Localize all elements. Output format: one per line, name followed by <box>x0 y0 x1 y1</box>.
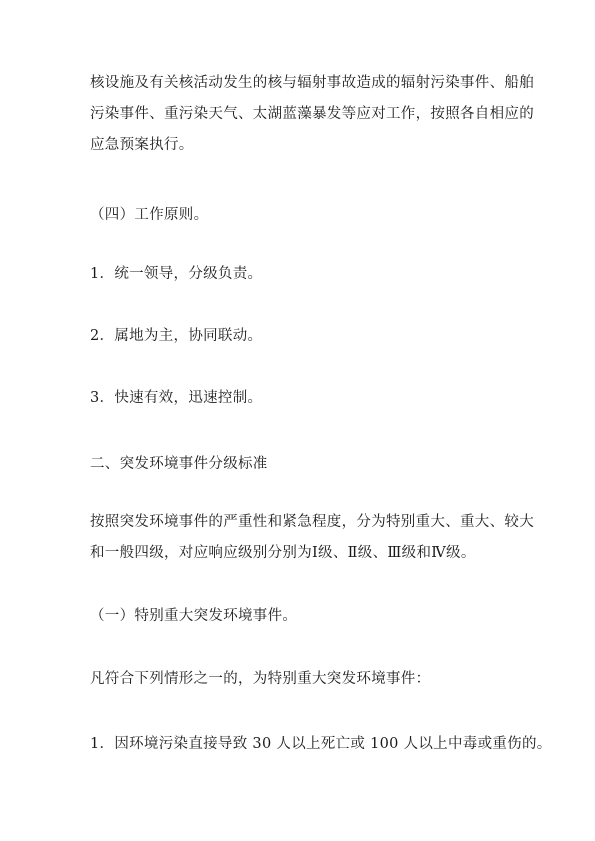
paragraph-line: 按照突发环境事件的严重性和紧急程度，分为特别重大、重大、较大 <box>90 514 534 530</box>
paragraph-line: 核设施及有关核活动发生的核与辐射事故造成的辐射污染事件、船舶 <box>90 75 534 91</box>
section-title: 二、突发环境事件分级标准 <box>90 456 268 472</box>
criteria-item: 1．因环境污染直接导致 30 人以上死亡或 100 人以上中毒或重伤的。 <box>90 736 552 752</box>
principle-item: 1．统一领导，分级负责。 <box>90 266 263 282</box>
paragraph-line: 应急预案执行。 <box>90 137 194 153</box>
heading-work-principles: （四）工作原则。 <box>90 207 209 223</box>
paragraph-line: 污染事件、重污染天气、太湖蓝藻暴发等应对工作，按照各自相应的 <box>90 106 534 122</box>
paragraph-line: 和一般四级，对应响应级别分别为Ⅰ级、Ⅱ级、Ⅲ级和Ⅳ级。 <box>90 545 476 561</box>
principle-item: 2．属地为主，协同联动。 <box>90 328 263 344</box>
principle-item: 3．快速有效，迅速控制。 <box>90 390 263 406</box>
criteria-intro: 凡符合下列情形之一的，为特别重大突发环境事件： <box>90 671 431 687</box>
sub-heading: （一）特别重大突发环境事件。 <box>90 608 298 624</box>
